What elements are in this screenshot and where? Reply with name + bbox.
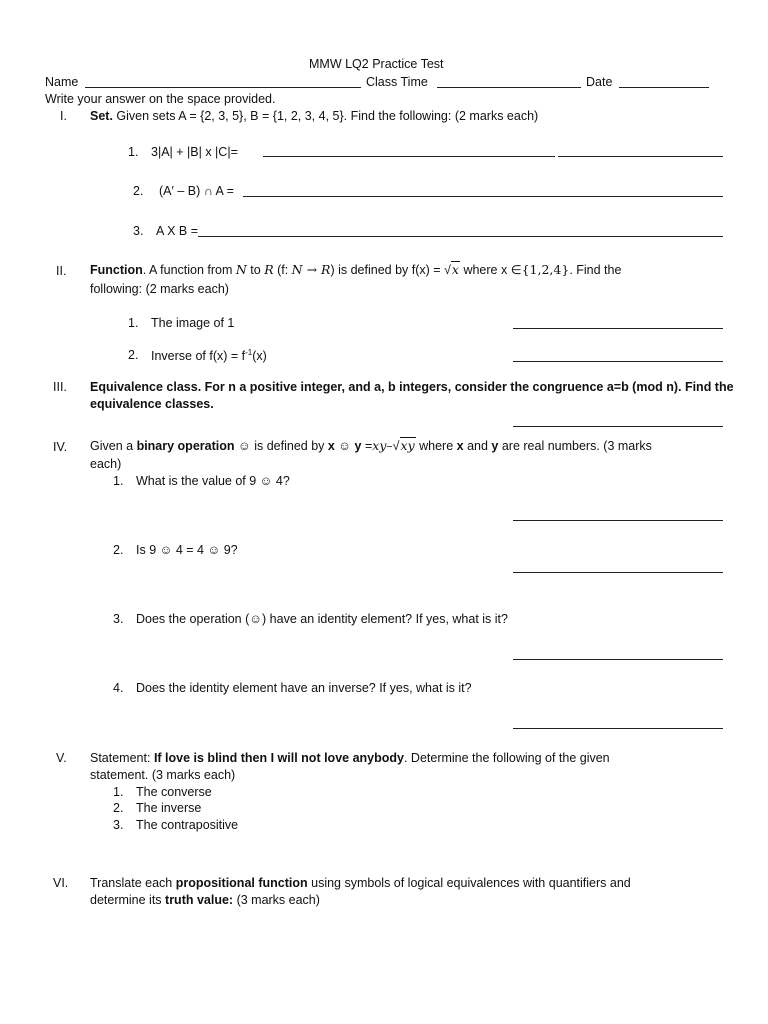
- q1-2-answer-line[interactable]: [243, 196, 723, 197]
- section-4-text-e: are real numbers. (3 marks: [498, 439, 652, 453]
- q2-2-answer-line[interactable]: [513, 361, 723, 362]
- section-4-line-2: each): [90, 457, 122, 471]
- section-2-text-a: . A function from: [142, 263, 236, 277]
- q1-3-answer-line[interactable]: [198, 236, 723, 237]
- mapping-symbol: N → R: [291, 262, 331, 277]
- q2-1-text: The image of 1: [151, 316, 235, 330]
- q5-2-number: 2.: [113, 801, 124, 815]
- section-2-number: II.: [56, 264, 67, 278]
- q5-3-number: 3.: [113, 818, 124, 832]
- var-y: y: [491, 439, 499, 453]
- date-field[interactable]: [619, 87, 709, 88]
- section-5-line-1: [90, 751, 610, 765]
- q4-3-number: 3.: [113, 612, 124, 626]
- section-4-text-and: and: [463, 439, 492, 453]
- q5-1-number: 1.: [113, 785, 124, 799]
- section-2-text-to: to: [246, 263, 265, 277]
- date-label: Date: [586, 75, 613, 89]
- q1-1-text: 3|A| + |B| x |C|=: [151, 145, 238, 159]
- class-time-field[interactable]: [437, 87, 581, 88]
- section-2-text-e: . Find the: [569, 263, 622, 277]
- sqrt-x-radicand: x: [451, 262, 459, 277]
- operation-expression: x ☺ y: [327, 439, 362, 453]
- q4-2-answer-line[interactable]: [513, 572, 723, 573]
- given-statement: If love is blind then I will not love anybody: [153, 751, 404, 765]
- q4-4-number: 4.: [113, 681, 124, 695]
- q2-2-number: 2.: [128, 348, 139, 362]
- section-3-line-1: Equivalence class. For n a positive integer, and a, b integers, consider the congruence a=b (mod n). Find the: [90, 380, 734, 394]
- section-4-text-a: Given a: [90, 439, 137, 453]
- section-5-text-a: Statement:: [90, 751, 154, 765]
- section-6-text-b: using symbols of logical equivalences with quantifiers and: [307, 876, 631, 890]
- section-5-line-2: statement. (3 marks each): [90, 768, 236, 782]
- q5-1-text: The converse: [136, 785, 212, 799]
- section-6-text-a: Translate each: [90, 876, 176, 890]
- operation-formula: xy–: [372, 438, 393, 453]
- q4-3-answer-line[interactable]: [513, 659, 723, 660]
- q4-2-text: Is 9 ☺ 4 = 4 ☺ 9?: [136, 543, 238, 557]
- section-1-title: Set.: [90, 109, 113, 123]
- section-2-text-b: (f:: [273, 263, 292, 277]
- section-4-text-d: where: [415, 439, 457, 453]
- q2-1-answer-line[interactable]: [513, 328, 723, 329]
- truth-value-term: truth value:: [165, 893, 234, 907]
- section-6-text-c: determine its: [90, 893, 166, 907]
- page-title: MMW LQ2 Practice Test: [309, 57, 444, 71]
- section-5-text-b: . Determine the following of the given: [403, 751, 610, 765]
- q4-2-number: 2.: [113, 543, 124, 557]
- section-4-text-c: =: [361, 439, 373, 453]
- q4-3-text: Does the operation (☺) have an identity element? If yes, what is it?: [136, 612, 508, 626]
- q5-3-text: The contrapositive: [136, 818, 239, 832]
- section-1-text: Given sets A = {2, 3, 5}, B = {1, 2, 3, 4, 5}. Find the following: (2 marks each): [112, 109, 539, 123]
- q2-2-superscript: -1: [245, 348, 253, 357]
- q4-4-answer-line[interactable]: [513, 728, 723, 729]
- name-label: Name: [45, 75, 79, 89]
- domain-set: {1,2,4}: [521, 262, 570, 277]
- section-4-number: IV.: [53, 440, 68, 454]
- q1-2-text: (A′ – B) ∩ A =: [159, 184, 234, 198]
- section-3-line-2: equivalence classes.: [90, 397, 214, 411]
- section-2-title: Function: [90, 263, 143, 277]
- q2-2-text-b: (x): [252, 349, 267, 364]
- q1-3-text: A X B =: [156, 224, 199, 238]
- class-time-label: Class Time: [366, 75, 428, 89]
- section-2-text-c: ) is defined by f(x) =: [330, 263, 445, 277]
- section-6-line-2: [90, 893, 320, 907]
- q5-2-text: The inverse: [136, 801, 202, 815]
- q1-3-number: 3.: [133, 224, 144, 238]
- section-6-line-1: [90, 876, 631, 890]
- q4-1-text: What is the value of 9 ☺ 4?: [136, 474, 290, 488]
- q1-1-number: 1.: [128, 145, 139, 159]
- q1-1-answer-line-b[interactable]: [558, 156, 723, 157]
- q3-answer-line[interactable]: [513, 426, 723, 427]
- binary-operation-term: binary operation ☺: [136, 439, 251, 453]
- sqrt-xy: √xy: [392, 438, 415, 453]
- instruction-text: Write your answer on the space provided.: [45, 92, 276, 106]
- section-4-line-1: [90, 438, 652, 453]
- q4-4-text: Does the identity element have an inverse? If yes, what is it?: [136, 681, 472, 695]
- sqrt-xy-radicand: xy: [400, 438, 415, 453]
- q4-1-number: 1.: [113, 474, 124, 488]
- sqrt-x: √x: [444, 262, 459, 277]
- q1-2-number: 2.: [133, 184, 144, 198]
- q2-2-text: [151, 348, 267, 363]
- section-1-number: I.: [60, 109, 67, 123]
- set-n-symbol: N: [235, 262, 247, 277]
- section-2-line-1: [90, 262, 621, 277]
- set-r-symbol: R: [264, 262, 274, 277]
- section-2-text-d: where x ∈: [459, 263, 522, 277]
- q1-1-answer-line-a[interactable]: [263, 156, 555, 157]
- section-3-number: III.: [53, 380, 67, 394]
- section-6-text-d: (3 marks each): [233, 893, 320, 907]
- q2-1-number: 1.: [128, 316, 139, 330]
- section-5-number: V.: [56, 751, 67, 765]
- q4-1-answer-line[interactable]: [513, 520, 723, 521]
- section-2-line-2: following: (2 marks each): [90, 282, 229, 296]
- propositional-function-term: propositional function: [175, 876, 308, 890]
- section-4-text-b: is defined by: [250, 439, 328, 453]
- section-1-heading: [90, 109, 538, 123]
- var-x: x: [456, 439, 464, 453]
- q2-2-text-a: Inverse of f(x) = f: [151, 349, 246, 364]
- name-field[interactable]: [85, 87, 361, 88]
- section-6-number: VI.: [53, 876, 69, 890]
